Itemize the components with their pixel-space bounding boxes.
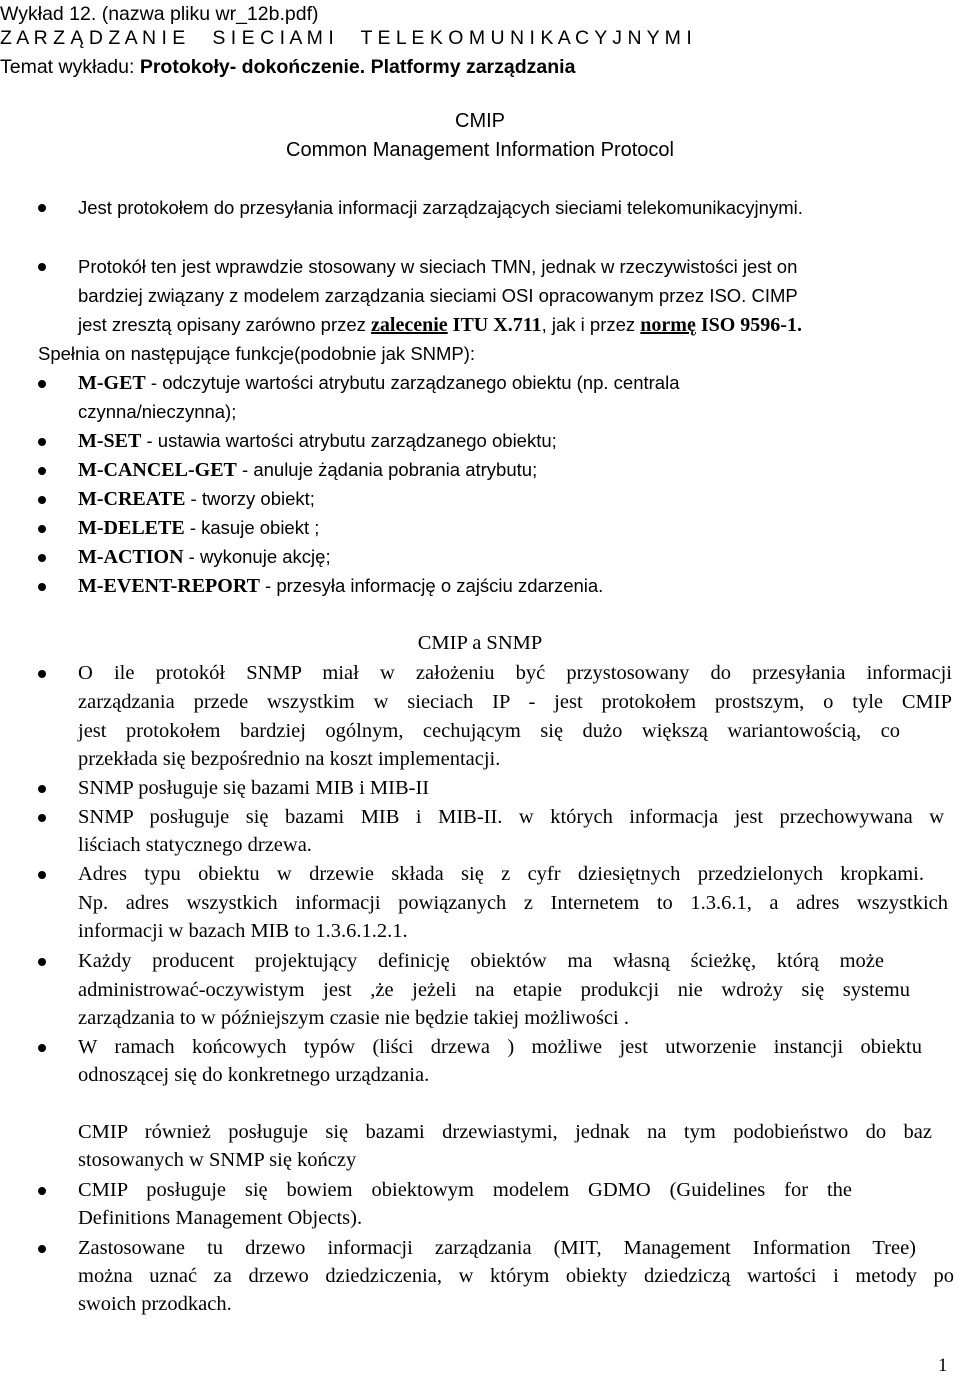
- comparison-p1-line-3: jest protokołem bardziej ogólnym, cechującym się dużo większą wariantowością, co: [78, 720, 900, 742]
- lecture-title: Wykład 12. (nazwa pliku wr_12b.pdf): [0, 3, 319, 25]
- comparison-p1-line-1: O ile protokół SNMP miał w założeniu być przystosowany do przesyłania informacji: [78, 662, 952, 684]
- comparison-title: CMIP a SNMP: [417, 632, 543, 654]
- function-item: [78, 456, 537, 485]
- function-desc: - przesyła informację o zajściu zdarzenia.: [259, 575, 604, 596]
- comparison-p1-line-2: zarządzania przede wszystkim w sieciach IP - jest protokołem prostszym, o tyle CMIP: [78, 691, 952, 713]
- comparison-p4-line-3: informacji w bazach MIB to 1.3.6.1.2.1.: [78, 920, 408, 942]
- function-desc: - odczytuje wartości atrybutu zarządzanego obiektu (np. centrala: [145, 372, 680, 393]
- function-desc: - kasuje obiekt ;: [184, 517, 320, 538]
- bullet-icon: [38, 525, 46, 533]
- bullet-icon: [38, 554, 46, 562]
- gdmo-p3-line-3: swoich przodkach.: [78, 1293, 232, 1315]
- text-run: , jak i przez: [541, 314, 641, 335]
- topic-label: Temat wykładu:: [0, 56, 140, 78]
- intro-bullet-2-line-2: bardziej związany z modelem zarządzania sieciami OSI opracowanym przez ISO. CIMP: [78, 285, 798, 306]
- cmip-subtitle: Common Management Information Protocol: [286, 139, 674, 161]
- comparison-p3-line-2: liściach statycznego drzewa.: [78, 834, 312, 856]
- bullet-icon: [38, 1245, 46, 1253]
- gdmo-p3-line-2: można uznać za drzewo dziedziczenia, w którym obiekty dziedziczą wartości i metody po: [78, 1265, 954, 1287]
- comparison-p6-line-2: odnoszącej się do konkretnego urządzania.: [78, 1064, 430, 1086]
- bullet-icon: [38, 670, 46, 678]
- recommendation-link: zalecenie: [371, 314, 448, 336]
- bullet-icon: [38, 1187, 46, 1195]
- intro-bullet-2-line-1: Protokół ten jest wprawdzie stosowany w sieciach TMN, jednak w rzeczywistości jest on: [78, 256, 798, 277]
- comparison-p5-line-2: administrować-oczywistym jest ,że jeżeli na etapie produkcji nie wdroży się systemu: [78, 979, 910, 1001]
- comparison-p5-line-1: Każdy producent projektujący definicję obiektów ma własną ścieżkę, którą może: [78, 950, 884, 972]
- bullet-icon: [38, 1044, 46, 1052]
- gdmo-p2-line-2: Definitions Management Objects).: [78, 1207, 363, 1229]
- function-name: M-GET: [78, 372, 146, 394]
- bullet-icon: [38, 496, 46, 504]
- topic-text: Protokoły- dokończenie. Platformy zarządzania: [139, 56, 576, 78]
- function-item: [78, 514, 319, 543]
- bullet-icon: [38, 204, 46, 212]
- bullet-icon: [38, 785, 46, 793]
- page-number: 1: [938, 1355, 948, 1376]
- function-item: [78, 485, 315, 514]
- intro-bullet-1: Jest protokołem do przesyłania informacji zarządzających sieciami telekomunikacyjnymi.: [78, 197, 803, 218]
- function-desc: - ustawia wartości atrybutu zarządzanego obiektu;: [141, 430, 557, 451]
- function-item: [78, 369, 679, 398]
- text-run: jest zresztą opisany zarówno przez: [78, 314, 372, 335]
- intro-bullet-2-line-3: [78, 311, 802, 340]
- course-title: Z A R Z Ą D Z A N I E S I E C I A M I T E L E K O M U N I K A C Y J N Y M I: [0, 27, 692, 49]
- function-name: M-CREATE: [78, 488, 186, 510]
- function-desc: - anuluje żądania pobrania atrybutu;: [236, 459, 538, 480]
- functions-intro: Spełnia on następujące funkcje(podobnie jak SNMP):: [38, 343, 476, 364]
- function-desc: - tworzy obiekt;: [185, 488, 315, 509]
- comparison-p4-line-2: Np. adres wszystkich informacji powiązanych z Internetem to 1.3.6.1, a adres wszystkich: [78, 892, 948, 914]
- function-item: [78, 572, 603, 601]
- standard-link: normę: [640, 314, 696, 336]
- bullet-icon: [38, 583, 46, 591]
- gdmo-p3-line-1: Zastosowane tu drzewo informacji zarządzania (MIT, Management Information Tree): [78, 1237, 916, 1259]
- itu-ref: ITU X: [447, 314, 508, 336]
- cmip-title: CMIP: [455, 110, 505, 132]
- bullet-icon: [38, 814, 46, 822]
- comparison-p5-line-3: zarządzania to w późniejszym czasie nie będzie takiej możliwości .: [78, 1007, 629, 1029]
- itu-ref-number: .711: [507, 314, 542, 336]
- function-desc: - wykonuje akcję;: [183, 546, 331, 567]
- bullet-icon: [38, 467, 46, 475]
- bullet-icon: [38, 380, 46, 388]
- iso-ref: ISO 9596-1.: [695, 314, 802, 336]
- bullet-icon: [38, 958, 46, 966]
- bullet-icon: [38, 263, 46, 271]
- function-name: M-ACTION: [78, 546, 184, 568]
- topic-line: [0, 53, 575, 82]
- function-item: [78, 427, 557, 456]
- gdmo-p1-line-1: CMIP również posługuje się bazami drzewiastymi, jednak na tym podobieństwo do baz: [78, 1121, 932, 1143]
- function-name: M-EVENT-REPORT: [78, 575, 260, 597]
- function-name: M-CANCEL-GET: [78, 459, 237, 481]
- comparison-p4-line-1: Adres typu obiektu w drzewie składa się z cyfr dziesiętnych przedzielonych kropkami.: [78, 863, 924, 885]
- function-item-cont: czynna/nieczynna);: [78, 401, 237, 422]
- bullet-icon: [38, 871, 46, 879]
- comparison-p2: SNMP posługuje się bazami MIB i MIB-II: [78, 777, 430, 799]
- comparison-p6-line-1: W ramach końcowych typów (liści drzewa ) możliwe jest utworzenie instancji obiektu: [78, 1036, 922, 1058]
- function-name: M-SET: [78, 430, 142, 452]
- function-name: M-DELETE: [78, 517, 185, 539]
- bullet-icon: [38, 438, 46, 446]
- comparison-p1-line-4: przekłada się bezpośrednio na koszt implementacji.: [78, 748, 501, 770]
- gdmo-p2-line-1: CMIP posługuje się bowiem obiektowym modelem GDMO (Guidelines for the: [78, 1179, 852, 1201]
- function-item: [78, 543, 331, 572]
- gdmo-p1-line-2: stosowanych w SNMP się kończy: [78, 1149, 357, 1171]
- comparison-p3-line-1: SNMP posługuje się bazami MIB i MIB-II. w których informacja jest przechowywana w: [78, 806, 944, 828]
